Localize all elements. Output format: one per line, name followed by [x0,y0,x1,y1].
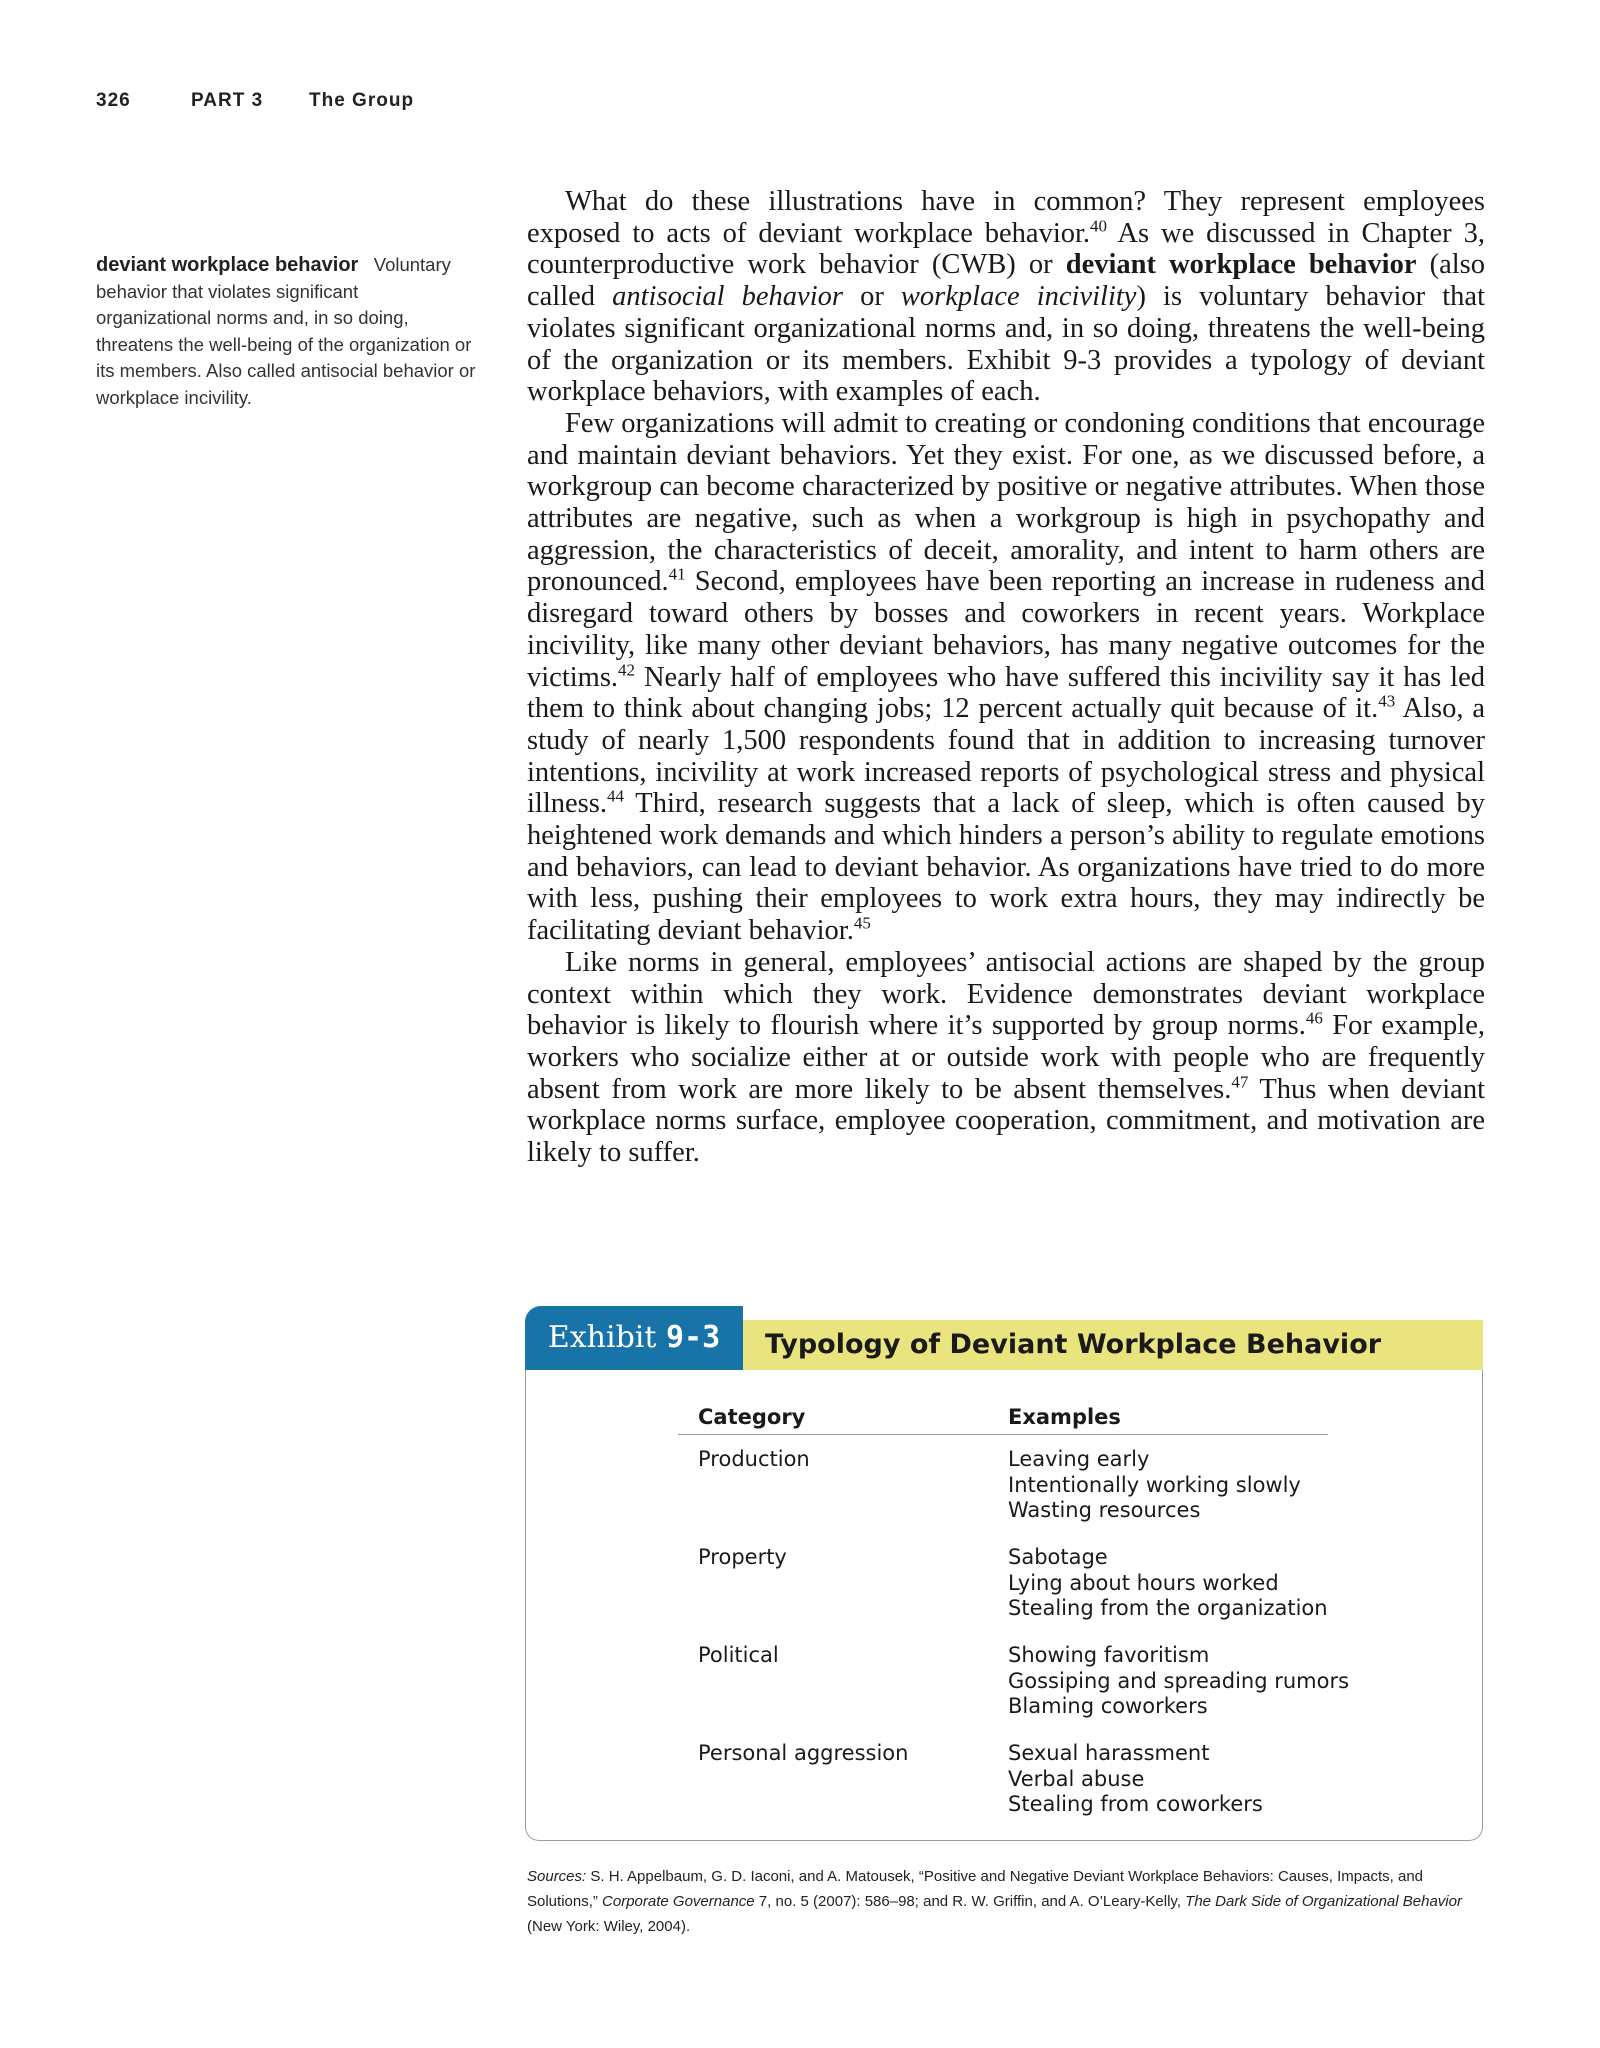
column-header-category: Category [698,1405,806,1429]
category-cell: Political [698,1643,779,1667]
table-row [678,1441,1328,1539]
table-row [678,1637,1350,1735]
journal-title: Corporate Governance [602,1893,755,1910]
body-text [527,186,1485,1169]
examples-cell [1008,1741,1263,1818]
table-row [678,1539,1328,1637]
typology-table [678,1400,1350,1833]
part-label: PART 3 [191,90,264,111]
footnote-ref: 41 [668,564,686,584]
column-header-examples: Examples [1008,1405,1121,1429]
category-cell: Personal aggression [698,1741,909,1765]
footnote-ref: 46 [1305,1008,1323,1028]
example-item: Lying about hours worked [1008,1570,1279,1595]
footnote-ref: 40 [1090,216,1108,236]
example-item: Sabotage [1008,1545,1108,1569]
example-item: Intentionally working slowly [1008,1472,1301,1497]
example-item: Wasting resources [1008,1498,1201,1522]
book-title: The Dark Side of Organizational Behavior [1185,1893,1462,1910]
example-item: Leaving early [1008,1447,1150,1471]
paragraph-2: Few organizations will admit to creating or condoning conditions that encourage and maintain deviant behaviors. Yet they exist. For one, as we discussed before, a workgroup can become characterized by positive or negative attributes. When those attributes are negative, such as when a workgroup is high in psychopathy and aggression, the characteristics of deceit, amorality, and intent to harm others are pronounced.$^{41}$ Second, employees have been reporting an increase in rudeness and disregard toward others by bosses and coworkers in recent years. Workplace incivility, like many other deviant behaviors, has many negative outcomes for the victims.$^{42}$ Nearly half of employees who have suffered this incivility say it has led them to think about changing jobs; 12 percent actually quit because of it.$^{43}$ Also, a study of nearly 1,500 respondents found that in addition to increasing turnover intentions, incivility at work increased reports of psychological stress and physical illness.$^{44}$ Third, research suggests that a lack of sleep, which is often caused by heightened work demands and which hinders a person’s ability to regulate emotions and behaviors, can lead to deviant behavior. As organizations have tried to do more with less, pushing their employees to work extra hours, they may indirectly be facilitating deviant behavior.$^{45}$ [527,407,1485,947]
paragraph-3: Like norms in general, employees’ antisocial actions are shaped by the group context within which they work. Evidence demonstrates deviant workplace behavior is likely to flourish where it’s supported by group norms.$^{46}$ For example, workers who socialize either at or outside work with people who are frequently absent from work are more likely to be absent themselves.$^{47}$ Thus when deviant workplace norms surface, employee cooperation, commitment, and motivation are likely to suffer. [527,946,1486,1169]
footnote-ref: 42 [618,660,636,680]
examples-cell [1008,1545,1328,1622]
footnote-ref: 44 [606,786,624,806]
example-item: Blaming coworkers [1008,1694,1208,1718]
example-item: Verbal abuse [1008,1766,1145,1791]
margin-definition [96,252,476,411]
page-number: 326 [96,90,131,111]
margin-term: deviant workplace behavior [96,254,359,276]
example-item: Stealing from coworkers [1008,1792,1263,1816]
sources-label: Sources: [527,1868,587,1885]
part-title: The Group [309,90,415,111]
exhibit-tab [525,1306,743,1370]
footnote-ref: 43 [1378,691,1396,711]
footnote-ref: 45 [853,913,871,933]
exhibit-label: Exhibit [547,1320,657,1355]
key-term: deviant workplace behavior [1065,249,1417,281]
table-header [678,1400,1328,1435]
example-item: Stealing from the organization [1008,1596,1328,1620]
examples-cell [1008,1447,1301,1524]
exhibit-number: 9-3 [665,1320,721,1355]
category-cell: Property [698,1545,787,1569]
example-item: Sexual harassment [1008,1741,1210,1765]
table-row [678,1735,1328,1833]
margin-definition-text: Voluntary behavior that violates significant organizational norms and, in so doing, threatens the well-being of the organization or its members. Also called antisocial behavior or workplace incivility. [96,254,476,408]
footnote-ref: 47 [1231,1072,1249,1092]
example-item: Gossiping and spreading rumors [1008,1668,1350,1693]
examples-cell [1008,1643,1349,1720]
example-item: Showing favoritism [1008,1643,1210,1667]
exhibit-title: Typology of Deviant Workplace Behavior [765,1329,1382,1360]
category-cell: Production [698,1447,810,1471]
paragraph-1: What do these illustrations have in common? They represent employees exposed to acts of deviant workplace behavior.$^{40}$ As we discussed in Chapter 3, counterproductive work behavior (CWB) or deviant workplace behavior (also called antisocial behavior or workplace incivility) is voluntary behavior that violates significant organizational norms and, in so doing, threatens the well-being of the organization or its members. Exhibit 9-3 provides a typology of deviant workplace behaviors, with examples of each. [527,186,1485,408]
sources-note: Sources: S. H. Appelbaum, G. D. Iaconi, and A. Matousek, “Positive and Negative Deviant Workplace Behaviors: Causes, Impacts, and Solutions,” Corporate Governance 7, no. 5 (2007): 586–98; and R. W. Griffin, and A. O’Leary-Kelly, The Dark Side of Organizational Behavior (New York: Wiley, 2004). [527,1868,1462,1935]
exhibit-title-bar [743,1320,1483,1370]
